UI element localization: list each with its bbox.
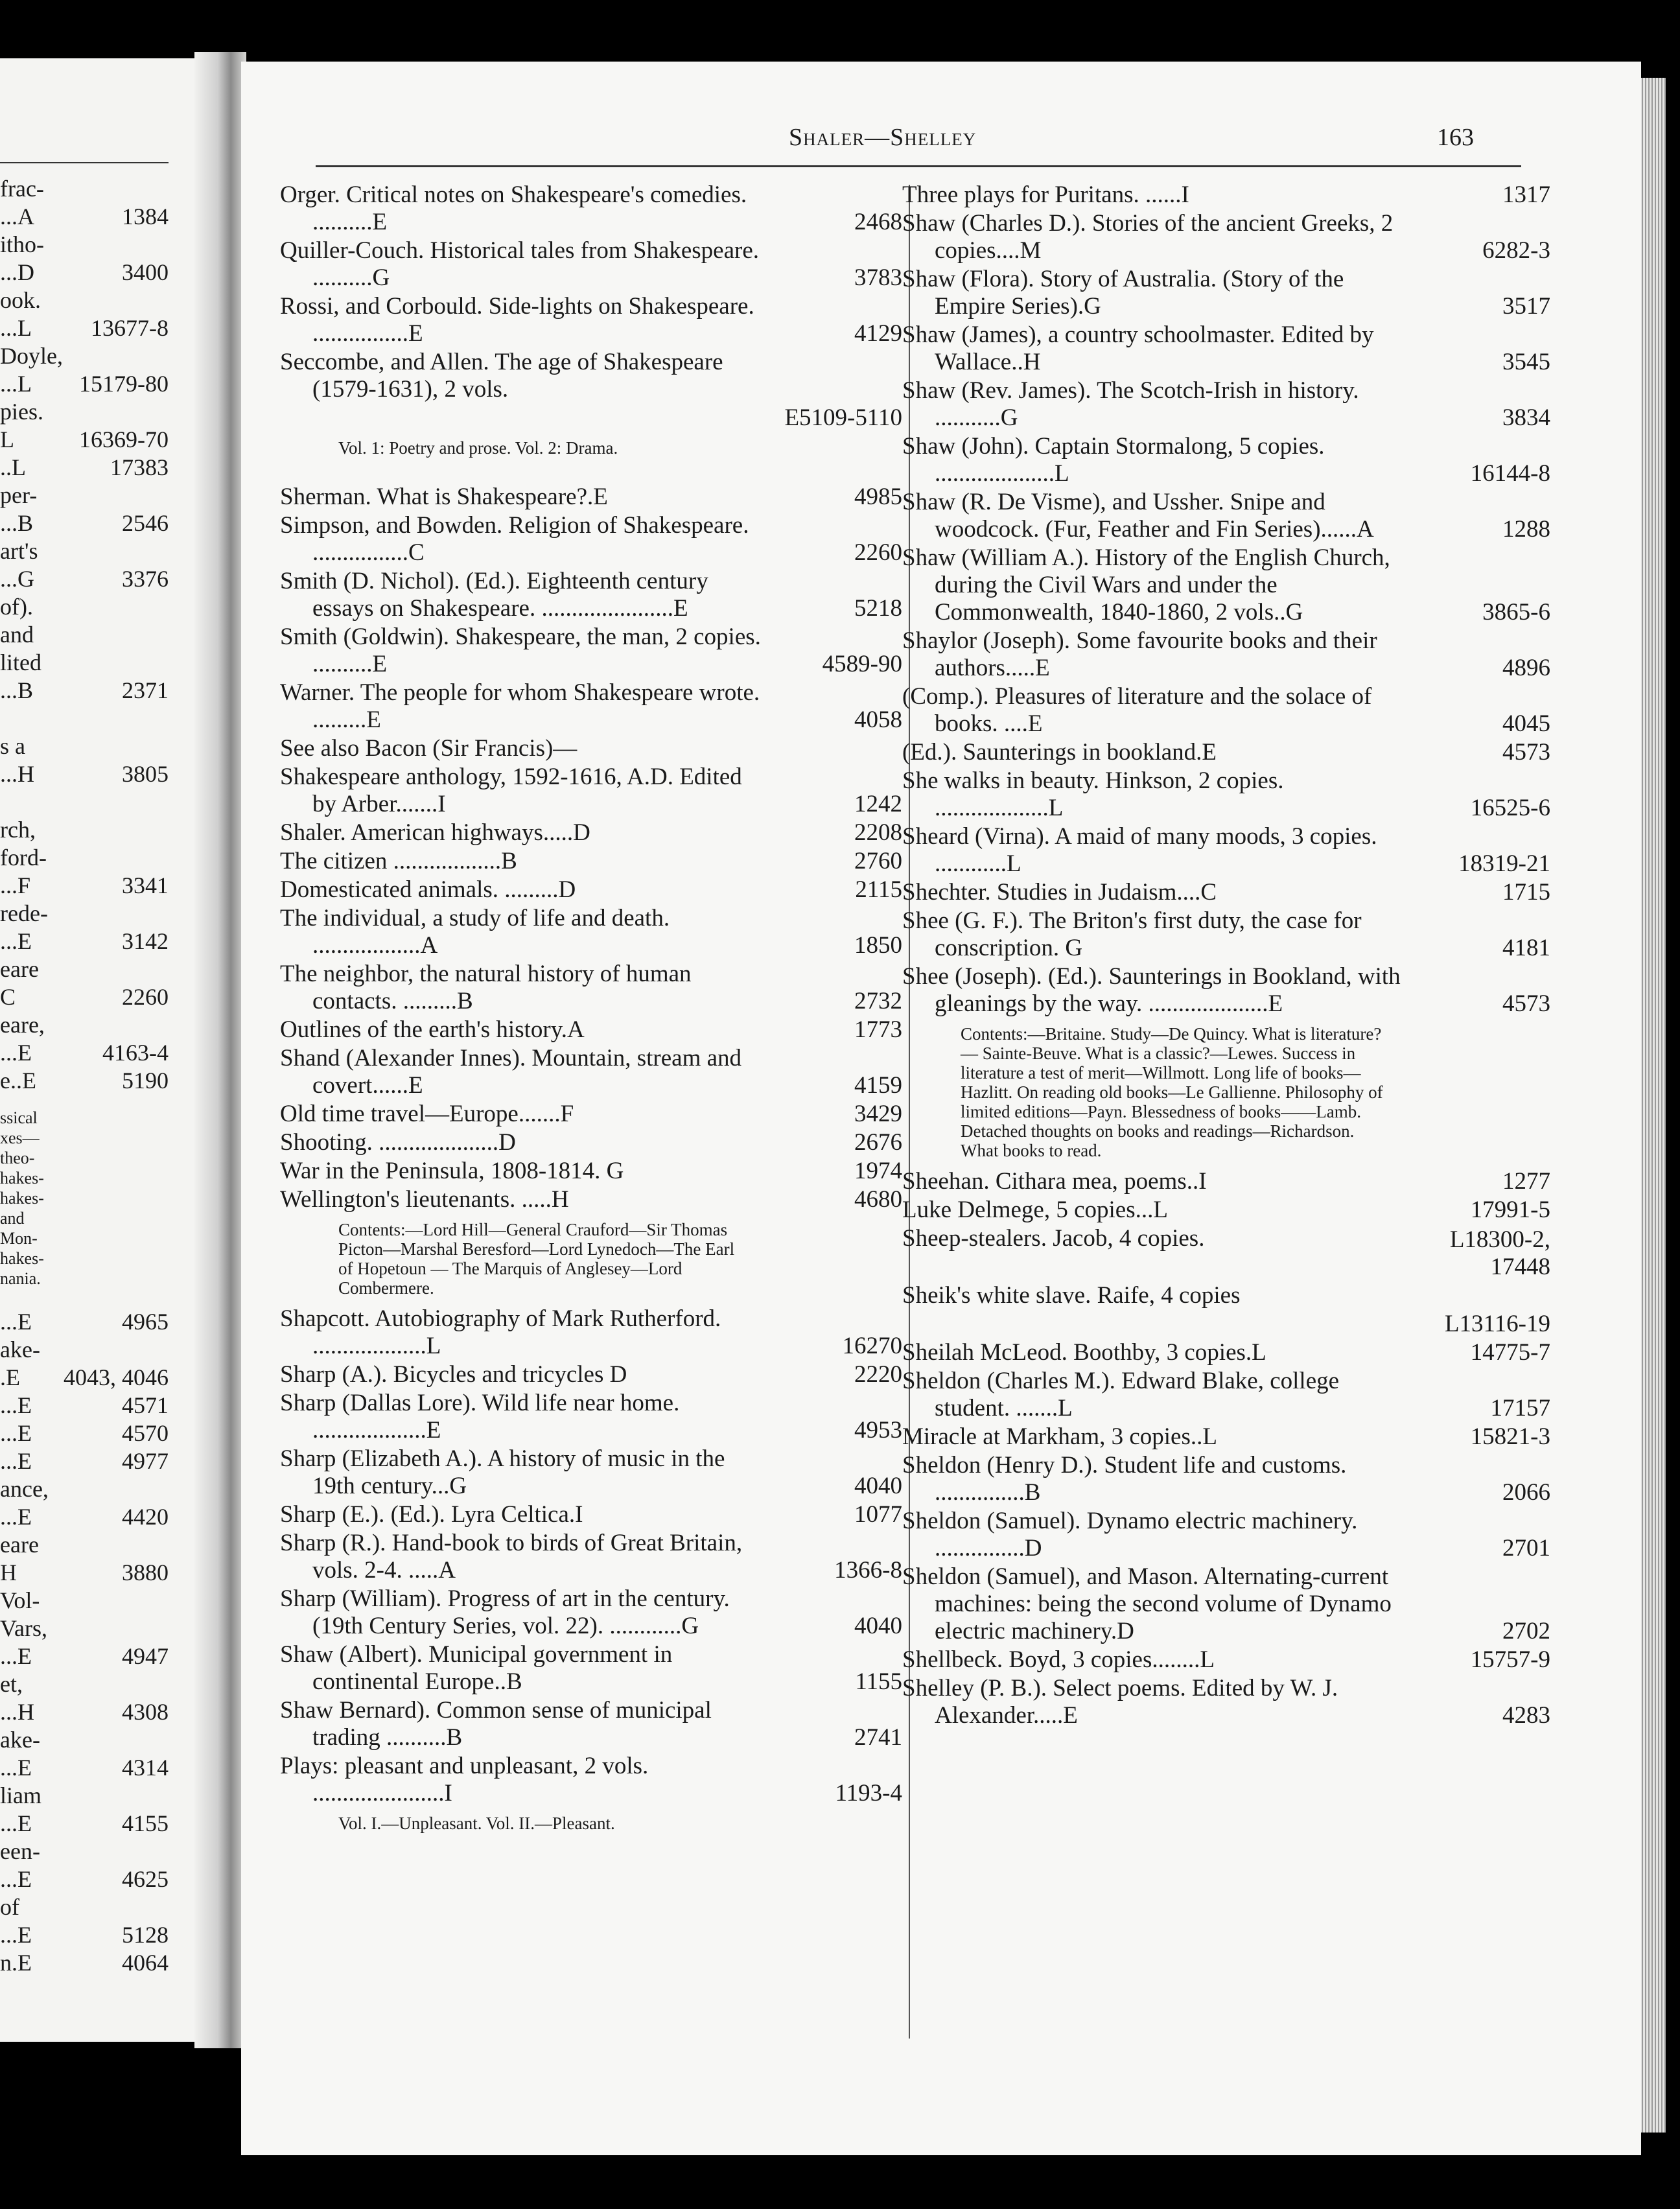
left-page-text: itho- xyxy=(0,231,44,257)
left-page-number: 5128 xyxy=(122,1922,169,1948)
left-page-text: ...H xyxy=(0,1699,34,1725)
entry-text: Sherman. What is Shakespeare?.E xyxy=(280,484,608,510)
catalog-entry xyxy=(902,739,1550,766)
catalog-entry xyxy=(280,1361,902,1388)
call-number: 3783 xyxy=(854,264,902,291)
left-page-text: Vars, xyxy=(0,1615,47,1641)
entry-text: Shaw (William A.). History of the English Church, during the Civil Wars and under the Commonwealth, 1840-1860, 2 vols..G xyxy=(902,544,1390,625)
catalog-entry xyxy=(280,1016,902,1044)
left-page-text: ake- xyxy=(0,1727,40,1753)
left-page-text: ...E xyxy=(0,1866,32,1892)
left-page-text: ake- xyxy=(0,1337,40,1362)
entry-text: Sharp (Dallas Lore). Wild life near home. ...................E xyxy=(280,1390,680,1443)
catalog-entry xyxy=(280,1753,902,1807)
catalog-entry xyxy=(902,879,1550,906)
left-page-number: 4571 xyxy=(122,1392,169,1418)
left-page-note-text: and xyxy=(0,1209,25,1228)
left-page-header-rule xyxy=(0,162,169,163)
catalog-entry xyxy=(902,210,1550,264)
catalog-entry xyxy=(902,1282,1550,1309)
entry-text: Sheik's white slave. Raife, 4 copies xyxy=(902,1282,1241,1309)
catalog-entry xyxy=(902,1368,1550,1422)
catalog-entry xyxy=(902,767,1550,822)
left-page-number: 1384 xyxy=(122,204,169,229)
entry-text: Quiller-Couch. Historical tales from Shakespeare. ..........G xyxy=(280,237,760,291)
entry-text: Sharp (William). Progress of art in the century. (19th Century Series, vol. 22). ............G xyxy=(280,1585,730,1639)
call-number: 4896 xyxy=(1502,655,1550,681)
call-number: 3865-6 xyxy=(1482,599,1550,625)
entry-text: Smith (D. Nichol). (Ed.). Eighteenth century essays on Shakespeare. ......................E xyxy=(280,568,708,622)
call-number: 1288 xyxy=(1502,516,1550,543)
call-number: 4159 xyxy=(854,1072,902,1099)
entry-text: War in the Peninsula, 1808-1814. G xyxy=(280,1158,624,1184)
call-number: 4573 xyxy=(1502,739,1550,766)
entry-text: Outlines of the earth's history.A xyxy=(280,1016,585,1043)
left-page-note-text: hakes- xyxy=(0,1249,44,1268)
call-number: 4040 xyxy=(854,1473,902,1499)
left-page-text: L xyxy=(0,427,14,452)
call-number: 15757-9 xyxy=(1470,1646,1550,1673)
catalog-entry xyxy=(902,1197,1550,1224)
catalog-entry xyxy=(280,1445,902,1500)
catalog-entry xyxy=(280,1158,902,1185)
left-page-text: ...A xyxy=(0,204,34,229)
entry-text: Sharp (Elizabeth A.). A history of music in the 19th century...G xyxy=(280,1445,725,1499)
call-number: 1155 xyxy=(855,1668,902,1695)
call-number: 4589-90 xyxy=(822,651,902,677)
call-number: 2732 xyxy=(854,988,902,1014)
call-number: 17157 xyxy=(1490,1395,1550,1421)
left-page-text: eare xyxy=(0,1532,39,1558)
catalog-entry xyxy=(902,489,1550,543)
entry-text: Smith (Goldwin). Shakespeare, the man, 2 copies. ..........E xyxy=(280,624,761,677)
left-page-text: ...E xyxy=(0,1922,32,1948)
entry-text: Seccombe, and Allen. The age of Shakespeare (1579-1631), 2 vols. xyxy=(280,349,723,403)
call-number: 2702 xyxy=(1502,1618,1550,1644)
catalog-entry xyxy=(902,1646,1550,1674)
entry-text: Shaler. American highways.....D xyxy=(280,819,590,846)
left-page-text: n.E xyxy=(0,1950,32,1976)
entry-text: Sheldon (Charles M.). Edward Blake, college student. .......L xyxy=(902,1368,1340,1421)
call-number: 4283 xyxy=(1502,1702,1550,1729)
catalog-entry xyxy=(902,1563,1550,1645)
entry-text: Shelley (P. B.). Select poems. Edited by W. J. Alexander.....E xyxy=(902,1675,1338,1729)
contents-note: Vol. I.—Unpleasant. Vol. II.—Pleasant. xyxy=(338,1814,615,1833)
call-number: 4953 xyxy=(854,1417,902,1443)
call-number: 4985 xyxy=(854,484,902,510)
call-number: 2741 xyxy=(854,1724,902,1751)
call-number: L13116-19 xyxy=(1444,1311,1550,1337)
left-page-number: 4965 xyxy=(122,1309,169,1335)
entry-text: Sharp (E.). (Ed.). Lyra Celtica.I xyxy=(280,1501,583,1528)
left-page-number: 2546 xyxy=(122,510,169,536)
entry-text: Shaw (Charles D.). Stories of the ancient Greeks, 2 copies....M xyxy=(902,210,1394,264)
entry-text: Shellbeck. Boyd, 3 copies........L xyxy=(902,1646,1215,1673)
call-number: 4040 xyxy=(854,1613,902,1639)
call-number: 3517 xyxy=(1502,293,1550,320)
left-page-number: 16369-70 xyxy=(79,427,169,452)
left-page-note-text: hakes- xyxy=(0,1189,44,1208)
entry-text: Shakespeare anthology, 1592-1616, A.D. Edited by Arber.......I xyxy=(280,764,742,817)
entry-text: Shaw (Rev. James). The Scotch-Irish in history. ...........G xyxy=(902,377,1359,431)
entry-text: Shee (Joseph). (Ed.). Saunterings in Bookland, with gleanings by the way. ....................E xyxy=(902,963,1401,1017)
catalog-entry xyxy=(280,1129,902,1156)
call-number: 15821-3 xyxy=(1470,1423,1550,1450)
left-page-text: e..E xyxy=(0,1068,36,1093)
left-page-number: 15179-80 xyxy=(79,371,169,397)
left-page-number: 3805 xyxy=(122,761,169,787)
left-page-text: ...B xyxy=(0,677,34,703)
catalog-entry xyxy=(280,1530,902,1584)
left-page-text: per- xyxy=(0,482,38,508)
left-page-text: et, xyxy=(0,1671,23,1697)
entry-text: Luke Delmege, 5 copies...L xyxy=(902,1197,1168,1223)
call-number: E5109-5110 xyxy=(784,404,902,431)
catalog-entry xyxy=(902,627,1550,682)
left-page-number: 4064 xyxy=(122,1950,169,1976)
left-page-text: ...E xyxy=(0,1643,32,1669)
catalog-entry xyxy=(280,1585,902,1640)
left-page-text: ...D xyxy=(0,259,34,285)
catalog-entry xyxy=(280,1501,902,1528)
entry-text: The individual, a study of life and death. ..................A xyxy=(280,905,670,959)
entry-text: The neighbor, the natural history of human contacts. .........B xyxy=(280,961,692,1014)
entry-text: Sheehan. Cithara mea, poems..I xyxy=(902,1168,1207,1195)
catalog-entry xyxy=(280,1390,902,1444)
call-number: 2066 xyxy=(1502,1479,1550,1506)
catalog-entry xyxy=(902,823,1550,878)
catalog-entry xyxy=(280,679,902,734)
left-page-text: ...E xyxy=(0,1309,32,1335)
entry-text: (Ed.). Saunterings in bookland.E xyxy=(902,739,1217,766)
call-number: 2468 xyxy=(854,209,902,235)
left-page-number: 4155 xyxy=(122,1810,169,1836)
catalog-entry xyxy=(902,266,1550,320)
left-page-text: pies. xyxy=(0,399,43,425)
left-page-note-text: nania. xyxy=(0,1269,41,1288)
left-page-text: ...E xyxy=(0,1040,32,1066)
left-page-text: ance, xyxy=(0,1476,49,1502)
call-number: 2260 xyxy=(854,539,902,566)
left-page-text: ...E xyxy=(0,1504,32,1530)
call-number: 6282-3 xyxy=(1482,237,1550,264)
entry-text: Shaw (Flora). Story of Australia. (Story of the Empire Series).G xyxy=(902,266,1344,320)
left-page-number: 3376 xyxy=(122,566,169,592)
left-page-number: 3142 xyxy=(122,928,169,954)
catalog-entry xyxy=(902,1675,1550,1729)
left-page-number: 4308 xyxy=(122,1699,169,1725)
catalog-entry xyxy=(280,1641,902,1696)
left-page-number: 4163-4 xyxy=(102,1040,169,1066)
left-page-note-text: ssical xyxy=(0,1108,38,1127)
entry-text: Sharp (A.). Bicycles and tricycles D xyxy=(280,1361,627,1388)
contents-note: Contents:—Britaine. Study—De Quincy. What is literature? — Sainte-Beuve. What is a classic?—Lewes. Success in literature a test of merit—Willmott. Long life of books—Hazlitt. On reading old books—Le Gallienne. Philosophy of limited editions—Payn. Blessedness of books——Lamb. Detached thoughts on books and readings—Richardson. What books to read. xyxy=(961,1024,1383,1160)
entry-text: Shaylor (Joseph). Some favourite books and their authors.....E xyxy=(902,627,1377,681)
entry-text: Shaw (John). Captain Stormalong, 5 copies. ....................L xyxy=(902,433,1325,487)
entry-text: Sheilah McLeod. Boothby, 3 copies.L xyxy=(902,1339,1266,1366)
left-page-text: ...L xyxy=(0,371,32,397)
call-number: 1974 xyxy=(854,1158,902,1184)
catalog-entry xyxy=(280,181,902,236)
left-page-text: ...E xyxy=(0,928,32,954)
left-page-text: ...B xyxy=(0,510,34,536)
left-page-text: een- xyxy=(0,1838,40,1864)
entry-text: She walks in beauty. Hinkson, 2 copies. ...................L xyxy=(902,767,1284,821)
running-header xyxy=(241,123,1641,162)
left-page-number: 13677-8 xyxy=(91,315,169,341)
left-page-text: ...E xyxy=(0,1420,32,1446)
entry-text: Sheldon (Samuel). Dynamo electric machinery. ...............D xyxy=(902,1508,1358,1561)
catalog-entry xyxy=(902,1168,1550,1195)
left-page-text: ...E xyxy=(0,1448,32,1474)
left-page-text: rede- xyxy=(0,900,48,926)
entry-text: Wellington's lieutenants. .....H xyxy=(280,1186,569,1213)
catalog-entry xyxy=(280,404,902,432)
left-page-text: ...F xyxy=(0,872,31,898)
catalog-entry xyxy=(280,735,902,762)
call-number: 2701 xyxy=(1502,1535,1550,1561)
catalog-entry xyxy=(280,349,902,403)
page-number: 163 xyxy=(1437,124,1474,151)
catalog-entry xyxy=(280,1697,902,1751)
call-number: 1193-4 xyxy=(835,1780,902,1806)
call-number: 1773 xyxy=(854,1016,902,1043)
right-page xyxy=(241,62,1641,2155)
column-1 xyxy=(280,181,902,1841)
left-page-text: rch, xyxy=(0,817,36,843)
entry-text: Shaw (Albert). Municipal government in continental Europe..B xyxy=(280,1641,673,1695)
catalog-entry xyxy=(902,1423,1550,1451)
left-page-number: 3880 xyxy=(122,1560,169,1585)
call-number: 4680 xyxy=(854,1186,902,1213)
call-number: 4181 xyxy=(1502,935,1550,961)
call-number: 4129 xyxy=(854,320,902,347)
catalog-entry xyxy=(902,181,1550,209)
entry-text: Orger. Critical notes on Shakespeare's comedies. ..........E xyxy=(280,181,747,235)
catalog-entry xyxy=(902,433,1550,487)
call-number: L18300-2, 17448 xyxy=(1449,1226,1550,1280)
entry-text: Sheep-stealers. Jacob, 4 copies. xyxy=(902,1225,1205,1252)
left-page-number: 4420 xyxy=(122,1504,169,1530)
entry-text: Sheldon (Henry D.). Student life and customs. ...............B xyxy=(902,1452,1347,1506)
call-number: 2115 xyxy=(855,876,902,903)
call-number: 14775-7 xyxy=(1470,1339,1550,1366)
left-page-note-text: xes— xyxy=(0,1128,40,1147)
left-page-text: C xyxy=(0,984,16,1010)
call-number: 18319-21 xyxy=(1458,850,1550,877)
entry-text: Sharp (R.). Hand-book to birds of Great Britain, vols. 2-4. .....A xyxy=(280,1530,743,1584)
call-number: 4045 xyxy=(1502,710,1550,737)
spacer xyxy=(280,465,902,484)
left-page-number: 2371 xyxy=(122,677,169,703)
catalog-entry xyxy=(280,624,902,678)
left-page-text: Doyle, xyxy=(0,343,63,369)
book-gutter xyxy=(194,52,246,2048)
call-number: 1242 xyxy=(854,791,902,817)
call-number: 2220 xyxy=(854,1361,902,1388)
catalog-entry xyxy=(280,764,902,818)
call-number: 16270 xyxy=(842,1333,902,1359)
left-page-text: of xyxy=(0,1894,19,1920)
entry-text: Shooting. ....................D xyxy=(280,1129,516,1156)
left-page-text: s a xyxy=(0,733,25,759)
left-page-text: ...E xyxy=(0,1755,32,1781)
entry-text: Shapcott. Autobiography of Mark Rutherford. ...................L xyxy=(280,1305,721,1359)
catalog-entry xyxy=(902,1311,1550,1338)
left-page-number: 4625 xyxy=(122,1866,169,1892)
left-page-text: ford- xyxy=(0,845,47,871)
entry-text: Miracle at Markham, 3 copies..L xyxy=(902,1423,1217,1450)
left-page-text: art's xyxy=(0,538,38,564)
catalog-entry xyxy=(280,1186,902,1213)
entry-text: Rossi, and Corbould. Side-lights on Shakespeare. ................E xyxy=(280,293,754,347)
left-page-number: 2260 xyxy=(122,984,169,1010)
call-number: 3545 xyxy=(1502,349,1550,375)
left-page-text: of). xyxy=(0,594,33,620)
call-number: 5218 xyxy=(854,595,902,622)
entry-text: (Comp.). Pleasures of literature and the solace of books. ....E xyxy=(902,683,1372,737)
catalog-entry xyxy=(902,963,1550,1018)
left-page-text: ...G xyxy=(0,566,34,592)
header-title: Shaler—Shelley xyxy=(789,124,977,151)
entry-text: Sheard (Virna). A maid of many moods, 3 copies. ............L xyxy=(902,823,1377,877)
catalog-entry xyxy=(280,237,902,292)
catalog-entry xyxy=(280,819,902,847)
call-number: 1850 xyxy=(854,932,902,959)
left-page-number: 3341 xyxy=(122,872,169,898)
left-page-text: eare, xyxy=(0,1012,45,1038)
call-number: 2676 xyxy=(854,1129,902,1156)
call-number: 1366-8 xyxy=(834,1557,902,1584)
catalog-entry xyxy=(280,568,902,622)
left-page-number: 5190 xyxy=(122,1068,169,1093)
entry-text: Shechter. Studies in Judaism....C xyxy=(902,879,1217,906)
left-page-text: and xyxy=(0,622,34,648)
entry-text: Shaw (R. De Visme), and Ussher. Snipe and woodcock. (Fur, Feather and Fin Series)......A xyxy=(902,489,1374,543)
left-page-number: 4947 xyxy=(122,1643,169,1669)
call-number: 4058 xyxy=(854,707,902,733)
catalog-entry xyxy=(902,544,1550,626)
entry-text: Old time travel—Europe.......F xyxy=(280,1101,574,1127)
call-number: 16525-6 xyxy=(1470,795,1550,821)
entry-text: Shaw Bernard). Common sense of municipal trading ..........B xyxy=(280,1697,712,1751)
left-page-number: 3400 xyxy=(122,259,169,285)
catalog-entry xyxy=(902,683,1550,738)
catalog-entry xyxy=(280,848,902,875)
catalog-entry xyxy=(280,905,902,959)
left-page-text: ..L xyxy=(0,454,26,480)
call-number: 1317 xyxy=(1502,181,1550,208)
catalog-entry xyxy=(280,293,902,347)
entry-text: Shaw (James), a country schoolmaster. Edited by Wallace..H xyxy=(902,321,1374,375)
entry-text: Three plays for Puritans. ......I xyxy=(902,181,1189,208)
call-number: 2208 xyxy=(854,819,902,846)
catalog-entry xyxy=(280,876,902,904)
call-number: 1715 xyxy=(1502,879,1550,906)
left-page-text: ook. xyxy=(0,287,41,313)
entry-text: Shand (Alexander Innes). Mountain, stream and covert......E xyxy=(280,1045,742,1099)
call-number: 1277 xyxy=(1502,1168,1550,1195)
entry-text: See also Bacon (Sir Francis)— xyxy=(280,735,578,762)
catalog-entry xyxy=(280,512,902,567)
catalog-entry xyxy=(902,321,1550,376)
entry-text: Simpson, and Bowden. Religion of Shakespeare. ................C xyxy=(280,512,749,566)
call-number: 2760 xyxy=(854,848,902,874)
catalog-entry xyxy=(280,1101,902,1128)
catalog-entry xyxy=(902,377,1550,432)
left-page-text: frac- xyxy=(0,176,44,202)
left-page-text: ...E xyxy=(0,1392,32,1418)
catalog-entry xyxy=(902,1339,1550,1366)
contents-note: Contents:—Lord Hill—General Crauford—Sir Thomas Picton—Marshal Beresford—Lord Lynedoch—The Earl of Hopetoun — The Marquis of Anglesey—Lord Combermere. xyxy=(338,1220,735,1298)
entry-text: The citizen ..................B xyxy=(280,848,517,874)
left-page-text: eare xyxy=(0,956,39,982)
left-page-text: ...L xyxy=(0,315,32,341)
call-number: 17991-5 xyxy=(1470,1197,1550,1223)
left-page-text: Vol- xyxy=(0,1587,40,1613)
column-2 xyxy=(902,181,1550,1731)
header-rule xyxy=(316,165,1521,167)
catalog-entry xyxy=(902,907,1550,962)
left-page-number: 4977 xyxy=(122,1448,169,1474)
catalog-entry xyxy=(902,1452,1550,1506)
left-page-text: ...E xyxy=(0,1810,32,1836)
left-page xyxy=(0,58,224,2042)
left-page-note-text: theo- xyxy=(0,1149,35,1167)
entry-text: Domesticated animals. .........D xyxy=(280,876,576,903)
call-number: 4573 xyxy=(1502,990,1550,1017)
catalog-entry xyxy=(280,1045,902,1099)
left-page-note-text: Mon- xyxy=(0,1229,38,1248)
catalog-entry xyxy=(280,1305,902,1360)
left-page-text: lited xyxy=(0,649,41,675)
entry-text: Sheldon (Samuel), and Mason. Alternating-current machines: being the second volume of Dynamo electric machinery.D xyxy=(902,1563,1392,1644)
left-page-number: 17383 xyxy=(110,454,169,480)
left-page-text: liam xyxy=(0,1782,41,1808)
call-number: 1077 xyxy=(854,1501,902,1528)
entry-text: Warner. The people for whom Shakespeare wrote. .........E xyxy=(280,679,760,733)
catalog-entry xyxy=(280,484,902,511)
left-page-number: 4570 xyxy=(122,1420,169,1446)
contents-note: Vol. 1: Poetry and prose. Vol. 2: Drama. xyxy=(338,438,618,458)
call-number: 3429 xyxy=(854,1101,902,1127)
left-page-number: 4043, 4046 xyxy=(64,1364,169,1390)
catalog-entry xyxy=(902,1508,1550,1562)
call-number: 3834 xyxy=(1502,404,1550,431)
call-number: 16144-8 xyxy=(1470,460,1550,487)
entry-text: Plays: pleasant and unpleasant, 2 vols. ......................I xyxy=(280,1753,649,1806)
catalog-entry xyxy=(280,961,902,1015)
left-page-note-text: hakes- xyxy=(0,1169,44,1187)
entry-text: Shee (G. F.). The Briton's first duty, the case for conscription. G xyxy=(902,907,1362,961)
left-page-number: 4314 xyxy=(122,1755,169,1781)
left-page-text: ...H xyxy=(0,761,34,787)
left-page-text: H xyxy=(0,1560,17,1585)
left-page-text: .E xyxy=(0,1364,20,1390)
